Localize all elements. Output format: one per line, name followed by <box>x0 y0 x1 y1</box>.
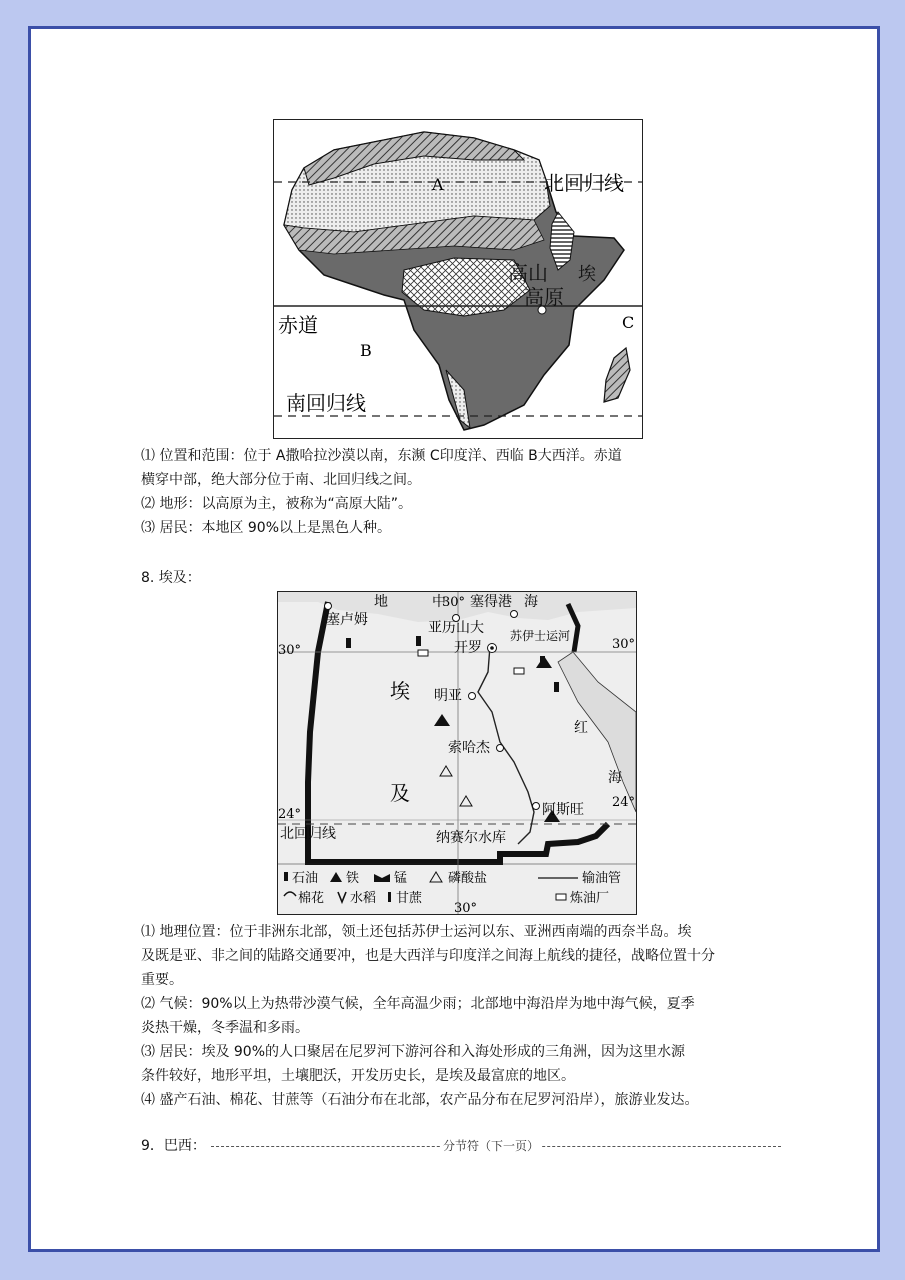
madagascar-island <box>604 348 630 402</box>
egypt-products: ⑷ 盛产石油、棉花、甘蔗等（石油分布在北部，农产品分布在尼罗河沿岸），旅游业发达。 <box>141 1092 699 1108</box>
egypt-climate-line-1: ⑵ 气候：90%以上为热带沙漠气候，全年高温少雨；北部地中海沿岸为地中海气候，夏季 <box>141 996 695 1012</box>
africa-plateau-label-2: 高原 <box>524 285 564 309</box>
africa-equator-label: 赤道 <box>278 313 318 337</box>
egypt-city-sohag: 索哈杰 <box>448 740 490 756</box>
egypt-city-aswan: 阿斯旺 <box>542 802 584 818</box>
egypt-sea-word-2: 中 <box>432 594 446 610</box>
africa-plateau-label-1: 高山 <box>508 261 548 285</box>
egypt-country-label-1: 埃 <box>390 679 410 703</box>
brazil-heading: 9．巴西： <box>141 1138 206 1154</box>
egypt-deg-30-right: 30° <box>612 637 636 652</box>
egypt-city-alexandria: 亚历山大 <box>428 620 484 636</box>
egypt-deg-30-bottom: 30° <box>454 901 478 914</box>
africa-location-line-2: 横穿中部，绝大部分位于南、北回归线之间。 <box>141 472 421 488</box>
legend-oil: 石油 <box>292 871 319 886</box>
section-break-label: 分节符（下一页） <box>443 1139 540 1153</box>
egypt-city-cairo: 开罗 <box>454 640 482 656</box>
egypt-map <box>277 591 637 915</box>
africa-population: ⑶ 居民：本地区 90%以上是黑色人种。 <box>141 520 392 536</box>
egypt-map-drawing <box>278 592 636 914</box>
egypt-tropic-north-label: 北回归线 <box>280 826 336 842</box>
egypt-heading: 8. 埃及： <box>141 570 201 586</box>
egypt-location-line-2: 及既是亚、非之间的陆路交通要冲，也是大西洋与印度洋之间海上航线的捷径，战略位置十分 <box>141 948 715 964</box>
africa-map <box>273 119 643 439</box>
egypt-city-salum: 塞卢姆 <box>326 612 368 628</box>
africa-tropic-south-label: 南回归线 <box>286 391 366 415</box>
africa-label-c: C <box>622 313 635 332</box>
legend-pipeline: 输油管 <box>582 871 622 886</box>
africa-map-drawing <box>274 120 642 438</box>
egypt-deg-30-top: 30° <box>442 595 466 610</box>
egypt-sea-word-1: 地 <box>374 594 388 610</box>
egypt-location-line-3: 重要。 <box>141 972 183 988</box>
legend-manganese: 锰 <box>394 871 408 886</box>
egypt-suez-canal: 苏伊士运河 <box>510 629 571 643</box>
legend-sugarcane: 甘蔗 <box>396 891 423 906</box>
document-page <box>28 26 880 1252</box>
africa-terrain: ⑵ 地形：以高原为主，被称为“高原大陆”。 <box>141 496 412 512</box>
legend-refinery: 炼油厂 <box>570 891 610 906</box>
legend-phosphate: 磷酸盐 <box>448 871 488 886</box>
egypt-lake-nasser: 纳赛尔水库 <box>436 830 506 846</box>
egypt-population-line-2: 条件较好，地形平坦，土壤肥沃，开发历史长，是埃及最富庶的地区。 <box>141 1068 575 1084</box>
africa-tropic-north-label: 北回归线 <box>544 171 624 195</box>
legend-cotton: 棉花 <box>298 891 325 906</box>
brazil-section-line <box>141 1135 781 1157</box>
egypt-country-label-2: 及 <box>390 781 410 805</box>
egypt-deg-24-left: 24° <box>278 807 302 822</box>
legend-iron: 铁 <box>346 871 360 886</box>
egypt-red-sea-2: 海 <box>608 770 622 786</box>
legend-rice: 水稻 <box>350 891 377 906</box>
africa-label-a: A <box>432 175 444 194</box>
africa-location-line-1: ⑴ 位置和范围：位于 A撒哈拉沙漠以南，东濒 C印度洋、西临 B大西洋。赤道 <box>141 448 622 464</box>
egypt-sea-word-3: 海 <box>524 594 538 610</box>
egypt-red-sea-1: 红 <box>574 720 588 736</box>
egypt-location-line-1: ⑴ 地理位置：位于非洲东北部，领土还包括苏伊士运河以东、亚洲西南端的西奈半岛。埃 <box>141 924 692 940</box>
egypt-city-minya: 明亚 <box>434 688 462 704</box>
egypt-city-port-said: 塞得港 <box>470 594 512 610</box>
egypt-population-line-1: ⑶ 居民：埃及 90%的人口聚居在尼罗河下游河谷和入海处形成的三角洲，因为这里水源 <box>141 1044 686 1060</box>
egypt-deg-30-left: 30° <box>278 643 302 658</box>
africa-plateau-suffix: 埃 <box>578 264 596 285</box>
egypt-climate-line-2: 炎热干燥，冬季温和多雨。 <box>141 1020 309 1036</box>
egypt-deg-24-right: 24° <box>612 795 636 810</box>
africa-label-b: B <box>360 341 372 360</box>
